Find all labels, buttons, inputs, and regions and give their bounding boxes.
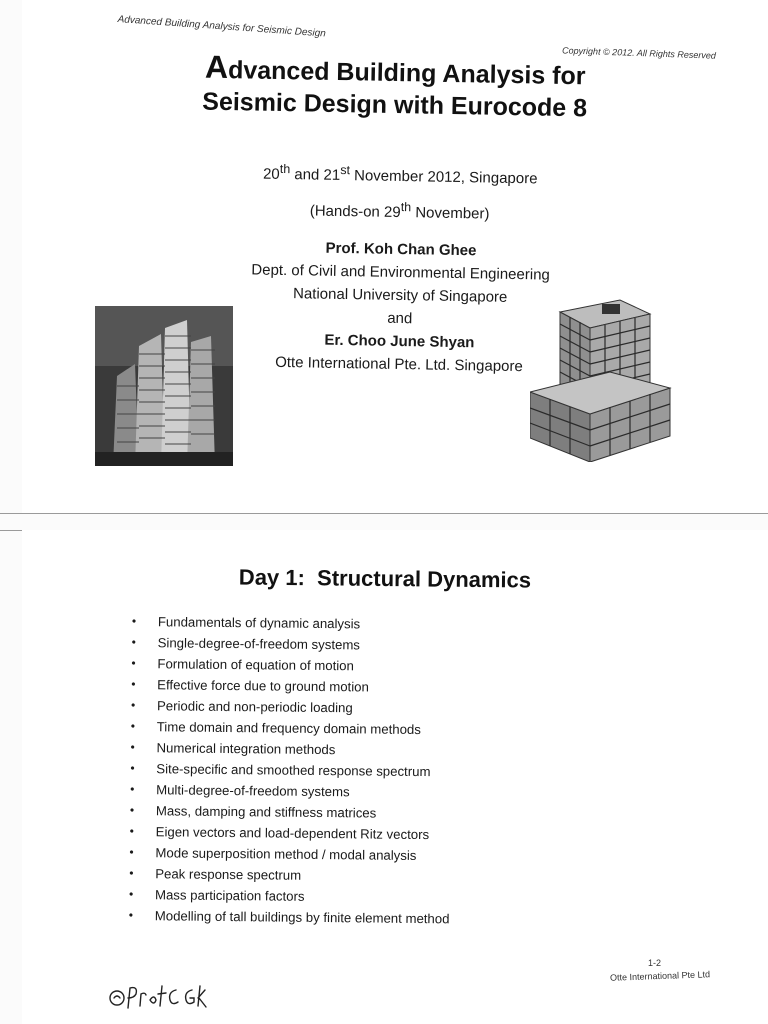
topics-list: [129, 611, 453, 929]
list-item: • Eigen vectors and load-dependent Ritz vectors: [129, 823, 430, 843]
author-1-department: Dept. of Civil and Environmental Engineering: [251, 261, 550, 284]
footer-company: Otte International Pte Ltd: [609, 969, 711, 983]
author-2-name: Er. Choo June Shyan: [324, 331, 475, 352]
list-item: • Time domain and frequency domain methods: [130, 718, 421, 738]
author-conjunction: and: [387, 309, 413, 328]
event-dates: [179, 152, 620, 232]
handwritten-signature: [108, 980, 208, 1014]
list-item: • Single-degree-of-freedom systems: [131, 634, 361, 653]
page-number: 1-2: [648, 958, 662, 968]
list-item: • Mode superposition method / modal analysis: [129, 844, 417, 863]
title-line-2: Seismic Design with Eurocode 8: [202, 87, 588, 123]
list-item: • Fundamentals of dynamic analysis: [131, 613, 361, 632]
list-item: • Peak response spectrum: [129, 865, 302, 883]
author-1-university: National University of Singapore: [292, 285, 508, 306]
list-item: • Effective force due to ground motion: [131, 676, 369, 695]
slide-divider-top: [0, 513, 768, 514]
list-item: • Mass, damping and stiffness matrices: [129, 802, 377, 821]
dates-line-2: (Hands-on 29th November): [309, 200, 490, 223]
author-2-company: Otte International Pte. Ltd. Singapore: [275, 353, 523, 376]
list-item: • Modelling of tall buildings by finite element method: [128, 907, 450, 927]
building-frame-model: [530, 292, 680, 480]
dates-line-1: 20th and 21st November 2012, Singapore: [262, 161, 538, 188]
slide-2-title: Day 1: Structural Dynamics: [238, 564, 532, 593]
list-item: • Formulation of equation of motion: [131, 655, 354, 674]
list-item: • Periodic and non-periodic loading: [130, 697, 353, 716]
list-item: • Numerical integration methods: [130, 739, 336, 758]
list-item: • Site-specific and smoothed response spectrum: [130, 760, 431, 780]
running-header: Advanced Building Analysis for Seismic Design: [117, 14, 327, 40]
title-line-1: Advanced Building Analysis for: [204, 48, 586, 91]
copyright-notice: Copyright © 2012. All Rights Reserved: [561, 45, 717, 61]
author-1-name: Prof. Koh Chan Ghee: [325, 239, 477, 260]
tall-buildings-photo: [95, 306, 233, 466]
list-item: • Multi-degree-of-freedom systems: [130, 781, 350, 800]
slide-1-title: [149, 50, 640, 126]
list-item: • Mass participation factors: [128, 886, 305, 904]
